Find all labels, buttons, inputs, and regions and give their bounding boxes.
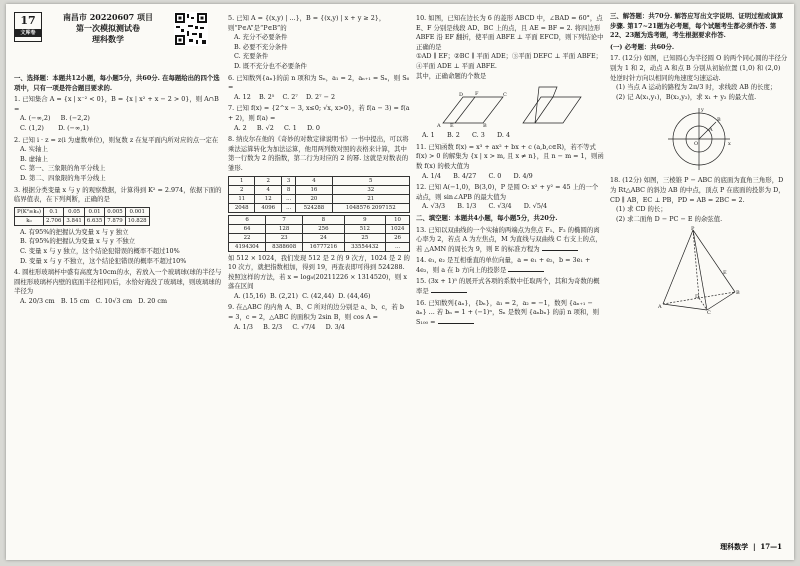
table-cell: 5 xyxy=(332,176,410,185)
log-table xyxy=(228,176,410,213)
question-9: 9. 在△ABC 的内角 A、B、C 所对的边分别是 a、b、c，若 b = 3，c = 2，△ABC 的面积为 2sin B，则 cos A = xyxy=(228,303,404,322)
table-cell: 21 xyxy=(332,194,410,203)
table-cell: 6.635 xyxy=(84,216,104,225)
q9-option-d: D. 3/4 xyxy=(325,322,345,331)
title-line-3: 理科数学 xyxy=(92,34,124,44)
q6-option-a: A. 12 xyxy=(234,92,251,101)
q8-text: 如 512 × 1024，我们发现 512 是 2 的 9 次方，1024 是 2 的 10 次方，就把指数相加，得到 19，再查表即可得到 524288. 按照这样的方法，若 x = log₈(20211226 × 1314520)，则 x 落在区间 xyxy=(228,253,410,291)
footer-label: 理科数学 xyxy=(720,542,749,551)
question-5: 5. 已知 A = {(x,y) | ...}，B = {(x,y) | x + y ≥ 2}，则“P∈A”是“P∈B”的 xyxy=(228,14,386,32)
q11-option-d: D. 4/9 xyxy=(513,171,533,180)
table-cell: ... xyxy=(281,194,295,203)
q1-options xyxy=(14,114,224,133)
q12-options xyxy=(416,202,604,212)
fig-label-b: B xyxy=(483,123,487,130)
page-footer: 理科数学 | 17—1 xyxy=(720,542,782,551)
q5-option-b: B. 必要不充分条件 xyxy=(234,42,288,51)
q7-option-d: D. 0 xyxy=(306,123,320,132)
table-cell: 2 xyxy=(229,185,255,194)
table-cell: 10.828 xyxy=(125,216,149,225)
q4-option-d: D. 20 cm xyxy=(138,296,168,305)
q3-option-d: D. 变量 x 与 y 不独立，这个结论犯错误的概率不超过10% xyxy=(20,256,187,265)
fig-label-d: D xyxy=(459,92,464,99)
table-row xyxy=(229,176,410,185)
table-cell: 6 xyxy=(229,215,266,224)
fig-label-e: E xyxy=(450,123,454,130)
table-cell: 3.841 xyxy=(64,216,84,225)
fig-label-e: E xyxy=(723,270,727,277)
q10-option-a: A. 1 xyxy=(422,131,435,140)
section-3-subtitle: (一) 必考题：共60分. xyxy=(610,42,675,51)
table-cell: k₀ xyxy=(15,216,44,225)
table-cell-value: 1048576 xyxy=(345,204,370,211)
rhombus-fold-figure xyxy=(435,83,585,129)
q8-option-b: B. (2,21) xyxy=(270,291,299,300)
concentric-circles-figure xyxy=(664,104,734,174)
q7-options xyxy=(228,124,410,134)
badge-tag: 文库卷 xyxy=(15,29,41,37)
table-cell: 24 xyxy=(303,233,344,242)
q4-options xyxy=(14,297,224,307)
q12-option-c: C. √3/4 xyxy=(488,202,512,211)
table-cell: 16777216 xyxy=(303,242,344,251)
question-7: 7. 已知 f(x) = {2^x − 3, x≤0; √x, x>0}，若 f(a − 3) = f(a + 2)，则 f(a) = xyxy=(228,104,410,122)
q8-options xyxy=(228,292,410,302)
table-cell: 12 xyxy=(255,194,281,203)
q17-part-1: (1) 当点 A 运动的路程为 2π/3 时，求线段 AB 的长度； xyxy=(616,83,777,92)
qr-code-icon xyxy=(174,12,208,46)
table-cell: 0.01 xyxy=(84,207,104,216)
table-cell: 2048 xyxy=(229,203,255,212)
table-cell: P(K²≥k₀) xyxy=(15,207,44,216)
question-1: 1. 已知集合 A = {x | x⁻² < 0}，B = {x | x² + x − 2 > 0}，则 A∩B = xyxy=(14,95,219,113)
answer-blank[interactable] xyxy=(431,292,467,293)
table-cell: 4096 xyxy=(255,203,281,212)
q6-option-d: D. 2⁷ − 2 xyxy=(305,92,336,101)
table-cell: 512 xyxy=(344,224,385,233)
question-14 xyxy=(416,256,604,275)
pyramid-figure xyxy=(657,226,741,314)
exam-sheet xyxy=(6,4,794,560)
fig-label-d: D xyxy=(695,294,700,301)
q3-option-c: C. 变量 x 与 y 独立，这个结论犯错误的概率不超过10% xyxy=(20,246,180,255)
question-4: 4. 圆柱形玻璃杯中盛有高度为10cm的水，若放入一个玻璃球(球的半径与圆柱形玻璃杯内壁的底面半径相同)后，水恰好淹没了玻璃球，则玻璃球的半径为 xyxy=(14,268,222,296)
q5-option-a: A. 充分不必要条件 xyxy=(234,33,288,42)
fig-label-a: A xyxy=(437,123,441,130)
answer-blank[interactable] xyxy=(508,271,544,272)
table-cell: 2.706 xyxy=(43,216,63,225)
fig-label-a: A xyxy=(658,304,662,311)
q10-items: ①AD ∥ EF；②BC ∥ 平面 ADE；③平面 DEFC ⊥ 平面 ABFE；④平面 ADE ⊥ 平面 ABFE. xyxy=(416,52,603,70)
table-row xyxy=(229,215,410,224)
fig-label-b: B xyxy=(736,290,740,297)
q11-option-a: A. 1/4 xyxy=(422,171,441,180)
table-cell: 25 xyxy=(344,233,385,242)
log-table-2 xyxy=(228,215,410,252)
table-cell: 8 xyxy=(281,185,295,194)
badge-number: 17 xyxy=(20,14,36,27)
fig-label-c: C xyxy=(707,310,711,315)
q10-option-d: D. 4 xyxy=(496,131,511,140)
table-row xyxy=(229,203,410,212)
question-15-text: 15. (3x + 1)⁵ 的展开式各项的系数中任取两个，其和为奇数的概率是 xyxy=(416,277,600,296)
column-3 xyxy=(416,12,604,327)
q10-option-c: C. 3 xyxy=(471,131,485,140)
q8-option-a: A. (15,16) xyxy=(234,291,266,300)
table-row xyxy=(229,185,410,194)
table-cell: 8388608 xyxy=(266,242,303,251)
table-cell: 0.005 xyxy=(105,207,125,216)
section-2-title: 二、填空题：本题共4小题，每小题5分，共20分. xyxy=(416,213,558,222)
question-2: 2. 已知 i · z = z(i 为虚数单位)，则复数 z 在复平面内所对应的点一定在 xyxy=(14,135,219,144)
q5-option-d: D. 既不充分也不必要条件 xyxy=(234,61,307,70)
question-12: 12. 已知 A(−1,0)，B(3,0)，P 是圆 O: x² + y² = 45 上的一个动点，则 sin∠APB 的最大值为 xyxy=(416,183,599,201)
q2-option-c: C. 第一、三象限的角平分线上 xyxy=(20,164,106,173)
q12-option-d: D. √5/4 xyxy=(523,202,548,211)
table-cell: 1024 xyxy=(386,224,410,233)
q11-options xyxy=(416,172,604,182)
q4-option-b: B. 15 cm xyxy=(60,296,90,305)
fig-label-o: O xyxy=(694,141,699,148)
q18-part-1: (1) 求 CD 的长； xyxy=(616,205,667,214)
fig-label-b: B xyxy=(717,117,721,124)
table-cell: 16 xyxy=(296,185,332,194)
q7-option-b: B. √2 xyxy=(256,123,274,132)
table-cell: 10 xyxy=(386,215,410,224)
fig-label-a: A xyxy=(709,127,713,134)
table-row xyxy=(229,242,410,251)
question-10: 10. 如图，已知在边长为 6 的菱形 ABCD 中，∠BAD = 60°，点 E、F 分别是线段 AD、BC 上的点，且 AE = BF = 2. 将四边形 ABFE 沿 EF 翻折，使平面 ABFE ⊥ 平面 EFCD，则下列结论中正确的是 xyxy=(416,14,604,51)
column-4 xyxy=(610,12,788,316)
table-cell xyxy=(332,203,410,212)
answer-blank[interactable] xyxy=(542,250,578,251)
q1-option-a: A. (−∞,2) xyxy=(20,114,51,123)
question-14-text: 14. e₁, e₂ 是互相垂直的单位向量，a = e₁ + e₂，b = 3e₁ + 4e₂，则 a 在 b 方向上的投影是 xyxy=(416,256,591,274)
fig-label-y: y xyxy=(701,107,704,114)
q1-option-c: C. (1,2) xyxy=(20,123,44,132)
table-cell: 2 xyxy=(255,176,281,185)
fig-label-p: P xyxy=(691,226,695,233)
table-cell: 7 xyxy=(266,215,303,224)
table-row xyxy=(229,233,410,242)
question-15 xyxy=(416,277,604,296)
q7-option-c: C. 1 xyxy=(284,123,297,132)
q6-option-c: C. 2⁷ xyxy=(282,92,298,101)
q9-option-c: C. √7/4 xyxy=(292,322,316,331)
question-3: 3. 根据分类变量 x 与 y 的观察数据，计算得到 K² = 2.974，依据下面的临界值表，在下列判断，正确的是 xyxy=(14,185,222,204)
q12-option-a: A. √3/3 xyxy=(422,202,446,211)
q4-option-c: C. 10√3 cm xyxy=(95,296,133,305)
fig-label-c: C xyxy=(503,92,507,99)
table-row xyxy=(229,224,410,233)
table-cell: 128 xyxy=(266,224,303,233)
q10-options xyxy=(416,131,604,141)
title-line-2: 第一次模拟测试卷 xyxy=(76,23,140,33)
table-cell: 33554432 xyxy=(344,242,385,251)
q1-option-d: D. (−∞,1) xyxy=(58,123,89,132)
q2-option-d: D. 第二、四象限的角平分线上 xyxy=(20,173,106,182)
q10-option-b: B. 2 xyxy=(446,131,460,140)
q4-option-a: A. 20/3 cm xyxy=(20,296,55,305)
table-row xyxy=(229,194,410,203)
table-cell: 4 xyxy=(255,185,281,194)
q6-option-b: B. 2⁵ xyxy=(258,92,275,101)
q5-option-c: C. 充要条件 xyxy=(234,52,269,61)
q3-option-a: A. 有95%的把握认为变量 x 与 y 独立 xyxy=(20,227,129,236)
table-cell: 0.001 xyxy=(125,207,149,216)
section-1-title: 一、选择题：本题共12小题，每小题5分，共60分. 在每题给出的四个选项中，只有一项是符合题目要求的. xyxy=(14,74,220,92)
question-16-text: 16. 已知数列{aₙ}，{bₙ}，a₁ = 2，a₂ = −1，数列 {aₙ₊₁ − aₙ} ... 若 bₙ = 1 + (−1)ⁿ，Sₙ 是数列 {aₙbₙ} 的前 n 项和，则 S₁₀₀ = xyxy=(416,298,600,326)
q6-options xyxy=(228,93,410,103)
answer-blank[interactable] xyxy=(438,323,474,324)
q2-option-a: A. 实轴上 xyxy=(20,145,48,154)
exam-title xyxy=(48,12,168,45)
table-cell: 524288 xyxy=(296,203,332,212)
q10-tail: 其中，正确命题的个数是 xyxy=(416,71,487,80)
table-cell: 32 xyxy=(332,185,410,194)
table-cell: 0.1 xyxy=(43,207,63,216)
section-3-title: 三、解答题：共70分. 解答应写出文字说明、证明过程或演算步骤. 第17~21题为必考题，每个试题考生都必须作答. 第22、23题为选考题，考生根据要求作答. xyxy=(610,12,784,40)
q9-option-b: B. 2/3 xyxy=(263,322,283,331)
table-cell: 0.05 xyxy=(64,207,84,216)
table-cell: 20 xyxy=(296,194,332,203)
table-cell: 1 xyxy=(229,176,255,185)
q9-options xyxy=(228,323,410,333)
title-line-1: 南昌市 20220607 项目 xyxy=(62,12,154,22)
paper-badge xyxy=(14,12,42,42)
q12-option-b: B. 1/3 xyxy=(457,202,477,211)
table-cell: 9 xyxy=(344,215,385,224)
question-17: 17. (12分) 如图，已知圆心为半径圆 O 的两个同心圆的半径分别为 1 和 2，动点 A 和点 B 分别从初始位置 (1,0) 和 (2,0) 处逆时针方向以相同的角速度匀速运动. xyxy=(610,54,788,82)
question-11: 11. 已知函数 f(x) = x³ + ax² + bx + c (a,b,c∈R)，若不等式 f(x) > 0 的解集为 {x | x > m, 且 x ≠ n}，且 n − m = 1，则函数 f(x) 的极大值为 xyxy=(416,142,604,170)
table-cell: 8 xyxy=(303,215,344,224)
q11-option-b: B. 4/27 xyxy=(453,171,477,180)
table-cell: 4 xyxy=(296,176,332,185)
question-18: 18. (12分) 如图，三棱锥 P − ABC 的底面为直角三角形，D 为 Rt△ABC 的斜边 AB 的中点，顶点 P 在底面的投影为 D，CD ∥ AB，EC ⊥ PB，PD = AB = 2BC = 2. xyxy=(610,176,785,204)
question-8: 8. 纳皮尔在他的《奇妙的对数定律说明书》一书中提出，可以将乘法运算转化为加法运算，他用两列数对照的表格来计算，其中第一行数为 2 的指数，第二行为对应的 2 的幂. 这就是对数表的雏形. xyxy=(228,135,409,172)
table-cell-value: 2097152 xyxy=(371,204,396,211)
question-16 xyxy=(416,299,604,328)
page-number: 17—1 xyxy=(760,542,782,551)
q18-part-2: (2) 求二面角 D − PC − E 的余弦值. xyxy=(616,214,723,223)
table-cell: 64 xyxy=(229,224,266,233)
table-cell: 3 xyxy=(281,176,295,185)
table-cell: 22 xyxy=(229,233,266,242)
q7-option-a: A. 2 xyxy=(234,123,247,132)
table-cell: ... xyxy=(281,203,295,212)
q9-option-a: A. 1/3 xyxy=(234,322,253,331)
q2-option-b: B. 虚轴上 xyxy=(20,154,48,163)
table-cell: 4194304 xyxy=(229,242,266,251)
table-cell: 26 xyxy=(386,233,410,242)
question-13-text: 13. 已知以双曲线的一个实轴的两端点为焦点 F₁、F₂ 的椭圆的离心率为 2，若点 A 为左焦点，M 为直线与双曲线 C 右支上的点，若 △AMN 的周长为 9，则 E 的标准方程为 xyxy=(416,225,602,253)
q8-option-d: D. (44,46) xyxy=(338,291,371,300)
table-cell: 23 xyxy=(266,233,303,242)
question-13 xyxy=(416,226,604,255)
fig-label-f: F xyxy=(475,91,479,98)
column-1 xyxy=(14,12,224,306)
fig-label-x: x xyxy=(728,141,731,148)
table-cell: 256 xyxy=(303,224,344,233)
table-cell: 7.879 xyxy=(105,216,125,225)
q8-option-c: C. (42,44) xyxy=(302,291,335,300)
q17-part-2: (2) 记 A(x₁,y₁)，B(x₂,y₂)，求 x₁ + y₂ 的最大值. xyxy=(616,92,757,101)
q11-option-c: C. 0 xyxy=(488,171,502,180)
column-2 xyxy=(228,12,410,332)
q3-option-b: B. 有95%的把握认为变量 x 与 y 不独立 xyxy=(20,237,135,246)
q1-option-b: B. (−2,2) xyxy=(60,114,90,123)
critical-value-table xyxy=(14,207,150,226)
table-cell: ... xyxy=(386,242,410,251)
question-6: 6. 已知数列{aₙ}的前 n 项和为 Sₙ，a₁ = 2，aₙ₊₁ = Sₙ，则 S₆ = xyxy=(228,73,410,92)
exam-header xyxy=(14,12,224,74)
table-cell: 11 xyxy=(229,194,255,203)
